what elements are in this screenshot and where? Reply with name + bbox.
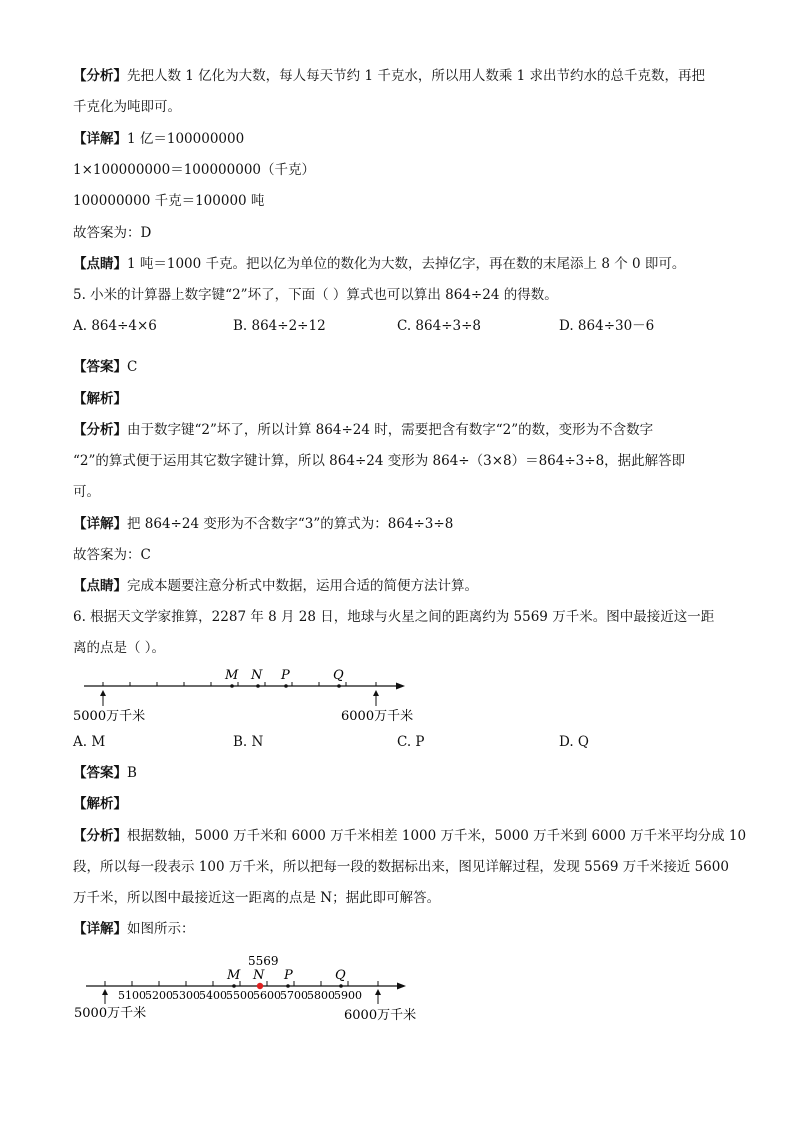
value-label-5569: 5569 (248, 954, 279, 968)
label-p: P (281, 668, 290, 683)
label-n: N (253, 968, 265, 983)
point-p (286, 984, 290, 988)
answer-value: B (127, 765, 137, 781)
q4-detail (73, 129, 244, 149)
left-end-label: 5000万千米 (73, 709, 146, 724)
q6-analysis-line-2: 段，所以每一段表示 100 万千米，所以把每一段的数据标出来，图见详解过程，发现 5569 万千米接近 5600 (73, 859, 729, 875)
right-marker-arrow (375, 989, 381, 1004)
analysis-tag: 【分析】 (73, 828, 127, 844)
q6-analysis-line-3: 万千米，所以图中最接近这一距离的点是 N；据此即可解答。 (73, 890, 441, 906)
right-end-label: 6000万千米 (341, 709, 414, 724)
right-marker-arrow (373, 690, 379, 706)
q5-option-a: A. 864÷4×6 (73, 318, 157, 334)
analysis-text: 先把人数 1 亿化为大数，每人每天节约 1 千克水，所以用人数乘 1 求出节约水的总千克数，再把 (127, 68, 706, 84)
q6-jiexi-tag: 【解析】 (73, 796, 127, 812)
point-m (232, 984, 236, 988)
detail-text: 把 864÷24 变形为不含数字“3”的算式为：864÷3÷8 (127, 516, 454, 532)
analysis-tag: 【分析】 (73, 422, 127, 438)
q6-detail (73, 919, 195, 939)
tip-tag: 【点睛】 (73, 578, 127, 594)
q6-analysis-line-1 (73, 826, 746, 846)
left-marker-arrow (100, 690, 106, 706)
label-q: Q (333, 668, 344, 683)
q5-tip (73, 576, 478, 596)
q4-analysis-line-1 (73, 66, 705, 86)
tip-text: 完成本题要注意分析式中数据，运用合适的简便方法计算。 (127, 578, 478, 594)
q6-option-c: C. P (397, 734, 425, 750)
q5-answer (73, 357, 137, 377)
label-m: M (225, 668, 239, 683)
point-q (339, 984, 343, 988)
tick-labels (118, 989, 362, 1002)
tick-label: 5300 (172, 989, 200, 1002)
point-n (256, 684, 260, 688)
answer-tag: 【答案】 (73, 765, 127, 781)
detail-tag: 【详解】 (73, 921, 127, 937)
detail-text: 1 亿＝100000000 (127, 131, 245, 147)
q4-analysis-line-2: 千克化为吨即可。 (73, 99, 181, 115)
axis-arrowhead (396, 683, 405, 690)
number-line-solution (0, 950, 794, 1030)
tick-label: 5400 (199, 989, 227, 1002)
q5-analysis-line-1 (73, 420, 653, 440)
point-p (284, 684, 288, 688)
q5-stem: 5. 小米的计算器上数字键“2”坏了，下面（ ）算式也可以算出 864÷24 的得数。 (73, 287, 558, 303)
analysis-tag: 【分析】 (73, 68, 127, 84)
q6-option-d: D. Q (559, 734, 589, 750)
point-q (337, 684, 341, 688)
q4-calc-2: 100000000 千克＝100000 吨 (73, 193, 265, 209)
tick-label: 5700 (280, 989, 308, 1002)
q5-analysis-line-3: 可。 (73, 484, 100, 500)
detail-tag: 【详解】 (73, 131, 127, 147)
q5-jiexi-tag: 【解析】 (73, 391, 127, 407)
number-line-question (0, 660, 794, 730)
tick-label: 5200 (145, 989, 173, 1002)
q5-detail (73, 514, 453, 534)
q6-option-b: B. N (233, 734, 264, 750)
q5-conclusion: 故答案为：C (73, 547, 151, 563)
q4-conclusion: 故答案为：D (73, 225, 152, 241)
tick-label: 5500 (226, 989, 254, 1002)
tick-label: 5800 (307, 989, 335, 1002)
tip-text: 1 吨＝1000 千克。把以亿为单位的数化为大数，去掉亿字，再在数的末尾添上 8 个 0 即可。 (127, 256, 686, 272)
detail-text: 如图所示： (127, 921, 195, 937)
tip-tag: 【点睛】 (73, 256, 127, 272)
q5-analysis-line-2: “2”的算式便于运用其它数字键计算，所以 864÷24 变形为 864÷（3×8）＝864÷3÷8，据此解答即 (73, 453, 686, 469)
q6-stem-line-1: 6. 根据天文学家推算，2287 年 8 月 28 日，地球与火星之间的距离约为 5569 万千米。图中最接近这一距 (73, 609, 715, 625)
tick-label: 5600 (253, 989, 281, 1002)
label-q: Q (335, 968, 346, 983)
left-marker-arrow (102, 989, 108, 1004)
q5-option-c: C. 864÷3÷8 (397, 318, 481, 334)
answer-tag: 【答案】 (73, 359, 127, 375)
q4-calc-1: 1×100000000＝100000000（千克） (73, 162, 316, 178)
q6-stem-line-2: 离的点是（ ）。 (73, 640, 166, 656)
q4-tip (73, 254, 685, 274)
tick-label: 5100 (118, 989, 146, 1002)
axis-arrowhead (397, 983, 406, 990)
point-m (230, 684, 234, 688)
label-n: N (251, 668, 263, 683)
q5-option-b: B. 864÷2÷12 (233, 318, 326, 334)
answer-value: C (127, 359, 138, 375)
q6-answer (73, 763, 137, 783)
right-end-label: 6000万千米 (344, 1008, 417, 1023)
label-m: M (227, 968, 241, 983)
tick-label: 5900 (334, 989, 362, 1002)
q6-option-a: A. M (73, 734, 106, 750)
analysis-text: 由于数字键“2”坏了，所以计算 864÷24 时，需要把含有数字“2”的数，变形为不含数字 (127, 422, 654, 438)
detail-tag: 【详解】 (73, 516, 127, 532)
q5-option-d: D. 864÷30－6 (559, 318, 655, 334)
left-end-label: 5000万千米 (74, 1006, 147, 1021)
label-p: P (284, 968, 293, 983)
analysis-text: 根据数轴，5000 万千米和 6000 万千米相差 1000 万千米，5000 万千米到 6000 万千米平均分成 10 (127, 828, 747, 844)
